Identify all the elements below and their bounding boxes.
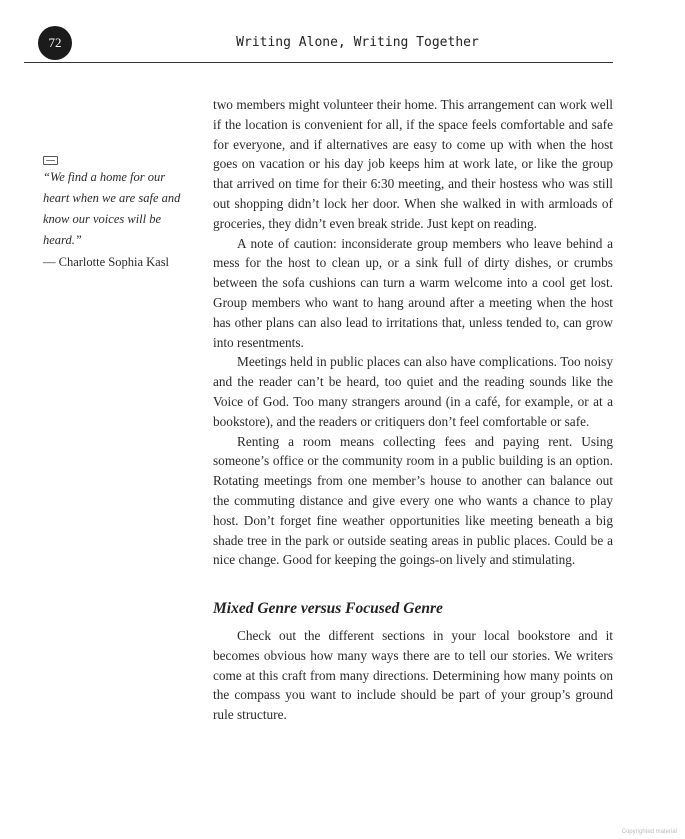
quote-bracket-icon [43, 156, 58, 165]
body-paragraph: two members might volunteer their home. This arrangement can work well if the location is convenient for all, if the space feels comfortable and safe for everyone, and if alternatives are easy to come up with when the host goes on vacation or his day job keeps him at work late, or like the group that arrived on time for their 6:30 meeting, and their hostess who was still out shopping didn’t lock her door. When she walked in with armloads of groceries, they didn’t even break stride. Just kept on reading. [213, 97, 613, 231]
section-heading: Mixed Genre versus Focused Genre [213, 600, 443, 618]
running-header-title: Writing Alone, Writing Together [236, 35, 479, 50]
body-paragraph: Renting a room means collecting fees and paying rent. Using someone’s office or the community room in a public building is an option. Rotating meetings from one member’s house to another can balance out the commuting distance and give every one who wants a chance to play host. Don’t forget fine weather opportunities like meeting beneath a big shade tree in the park or outside seating areas in public places. Could be a nice change. Good for keeping the goings-on lively and stimulating. [213, 433, 613, 568]
copyright-notice: Copyrighted material [621, 829, 677, 835]
page-number: 72 [48, 35, 62, 50]
body-paragraph: Meetings held in public places can also have complications. Too noisy and the reader can’t be heard, too quiet and the reading sounds like the Voice of God. Too many strangers around (in a café, for example, or at a bookstore), and the readers or critiquers don’t feel comfortable or safe. [213, 354, 613, 429]
sidebar-attribution: — Charlotte Sophia Kasl [43, 255, 170, 269]
body-text [213, 95, 613, 725]
section-paragraph: Check out the different sections in your local bookstore and it becomes obvious how many ways there are to tell our stories. We writers come at this craft from many directions. Determining how many points on the compass you want to include should be part of your group’s ground rule structure. [213, 627, 613, 723]
sidebar-quote: “We find a home for our heart when we are safe and know our voices will be heard.” [43, 170, 181, 247]
sidebar-quote-block [43, 156, 193, 273]
body-paragraph: A note of caution: inconsiderate group members who leave behind a mess for the host to clean up, or a sink full of dirty dishes, or crumbs between the sofa cushions can turn a warm welcome into a cool get lost. Group members who want to hang around after a meeting when the host has other plans can also lead to irritations that, unless tended to, can grow into resentments. [213, 235, 613, 350]
header-rule [24, 62, 613, 63]
